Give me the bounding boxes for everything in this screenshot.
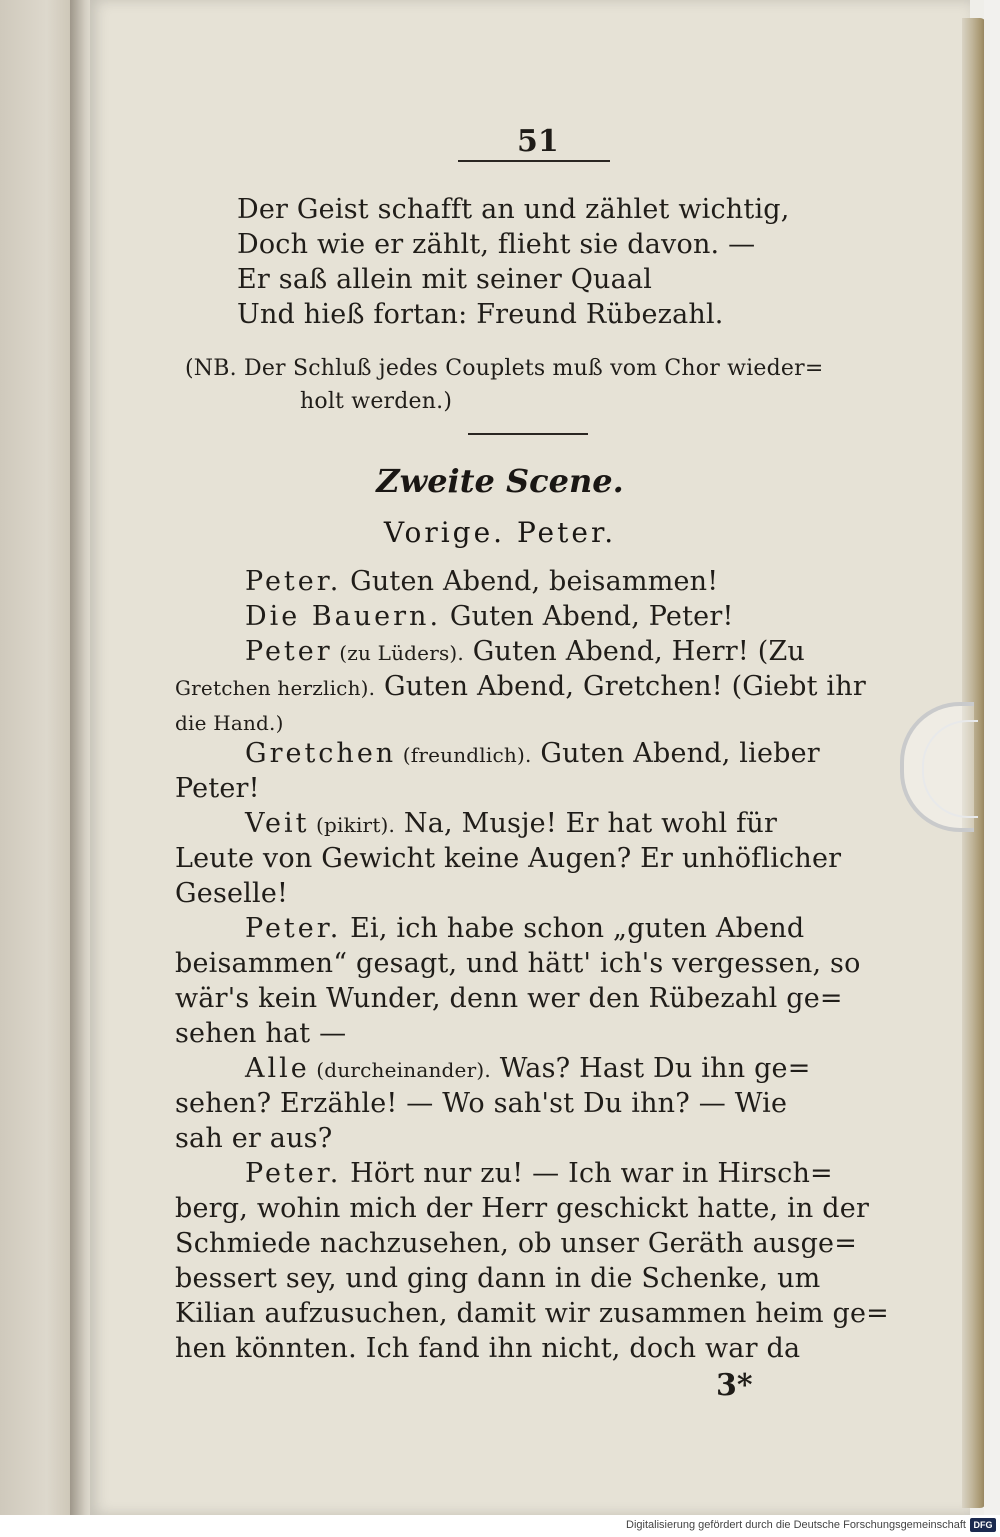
speaker-name: Gretchen	[245, 738, 397, 769]
dialogue-line	[175, 948, 1000, 979]
speaker-name: Alle	[245, 1053, 310, 1084]
dialogue-text: Peter!	[175, 773, 260, 804]
speaker-name: Peter.	[245, 1158, 342, 1189]
dialogue-line	[245, 636, 1000, 667]
footer-credit: Digitalisierung gefördert durch die Deutsche Forschungsgemeinschaft	[626, 1519, 966, 1531]
scene-persons: Vorige. Peter.	[383, 516, 617, 549]
stage-direction: (pikirt).	[309, 813, 396, 837]
dialogue-text: Na, Musje! Er hat wohl für	[395, 808, 778, 839]
speaker-name: Veit	[245, 808, 310, 839]
scene-title: Zweite Scene.	[376, 462, 624, 500]
dialogue-line	[245, 1158, 1000, 1189]
dialogue-text: Schmiede nachzusehen, ob unser Geräth ausge=	[175, 1228, 858, 1259]
verse-line-2: Doch wie er zählt, flieht sie davon. —	[237, 229, 756, 260]
dialogue-line	[245, 913, 1000, 944]
dialogue-text: Guten Abend, Peter!	[441, 601, 734, 632]
dialogue-line	[175, 983, 1000, 1014]
dialogue-line	[245, 1053, 1000, 1084]
dialogue-text: berg, wohin mich der Herr geschickt hatte, in der	[175, 1193, 870, 1224]
dialogue-line	[175, 671, 1000, 702]
speaker-name: Peter	[245, 636, 333, 667]
dialogue-text: Geselle!	[175, 878, 289, 909]
dialogue-line	[175, 1298, 1000, 1329]
dialogue-line	[175, 1193, 1000, 1224]
dialogue-line	[175, 1228, 1000, 1259]
dialogue-text: wär's kein Wunder, denn wer den Rübezahl ge=	[175, 983, 843, 1014]
dialogue-text: Ei, ich habe schon „guten Abend	[341, 913, 805, 944]
header-rule	[458, 160, 610, 162]
stage-note-line-1: (NB. Der Schluß jedes Couplets muß vom Chor wieder=	[185, 356, 824, 381]
dialogue-text: Guten Abend, lieber	[531, 738, 820, 769]
dialogue-text: Was? Hast Du ihn ge=	[490, 1053, 811, 1084]
dialogue-text: bessert sey, und ging dann in die Schenke, um	[175, 1263, 821, 1294]
dialogue-line	[245, 601, 1000, 632]
dialogue-line	[245, 566, 1000, 597]
stage-direction: die Hand.)	[175, 711, 284, 735]
stage-note-line-2: holt werden.)	[300, 389, 453, 414]
dialogue-line	[175, 878, 1000, 909]
dialogue-line	[175, 1333, 1000, 1364]
dialogue-line	[175, 1263, 1000, 1294]
section-rule	[468, 433, 588, 435]
dialogue-line	[175, 773, 1000, 804]
verse-line-3: Er saß allein mit seiner Quaal	[237, 264, 653, 295]
stage-direction: (freundlich).	[396, 743, 532, 767]
book-gutter	[70, 0, 92, 1515]
verse-line-4: Und hieß fortan: Freund Rübezahl.	[237, 299, 724, 330]
facing-page	[0, 0, 78, 1515]
stage-direction: Gretchen herzlich).	[175, 676, 376, 700]
dialogue-text: hen könnten. Ich fand ihn nicht, doch war da	[175, 1333, 801, 1364]
speaker-name: Die Bauern.	[245, 601, 442, 632]
dialogue-line	[175, 1088, 1000, 1119]
verse-line-1: Der Geist schafft an und zählet wichtig,	[237, 194, 790, 225]
dialogue-text: Guten Abend, beisammen!	[341, 566, 719, 597]
stage-direction: (durcheinander).	[309, 1058, 491, 1082]
dialogue-text: beisammen“ gesagt, und hätt' ich's vergessen, so	[175, 948, 861, 979]
dialogue-text: sehen hat —	[175, 1018, 347, 1049]
dialogue-text: Guten Abend, Herr! (Zu	[464, 636, 805, 667]
page-number: 51	[517, 124, 559, 159]
stage-direction: (zu Lüders).	[332, 641, 464, 665]
signature-mark: 3*	[716, 1368, 753, 1403]
speaker-name: Peter.	[245, 566, 342, 597]
dialogue-text: Kilian aufzusuchen, damit wir zusammen heim ge=	[175, 1298, 890, 1329]
dialogue-line	[245, 738, 1000, 769]
footer-bar	[0, 1515, 1000, 1537]
dialogue-line	[175, 706, 1000, 737]
dialogue-text: Guten Abend, Gretchen! (Giebt ihr	[375, 671, 866, 702]
dialogue-line	[175, 1123, 1000, 1154]
dialogue-text: Hört nur zu! — Ich war in Hirsch=	[341, 1158, 833, 1189]
dfg-logo: DFG	[970, 1518, 996, 1532]
dialogue-line	[175, 1018, 1000, 1049]
dialogue-text: Leute von Gewicht keine Augen? Er unhöflicher	[175, 843, 842, 874]
dialogue-text: sehen? Erzähle! — Wo sah'st Du ihn? — Wie	[175, 1088, 788, 1119]
dialogue-line	[175, 843, 1000, 874]
dialogue-line	[245, 808, 1000, 839]
speaker-name: Peter.	[245, 913, 342, 944]
dialogue-text: sah er aus?	[175, 1123, 333, 1154]
